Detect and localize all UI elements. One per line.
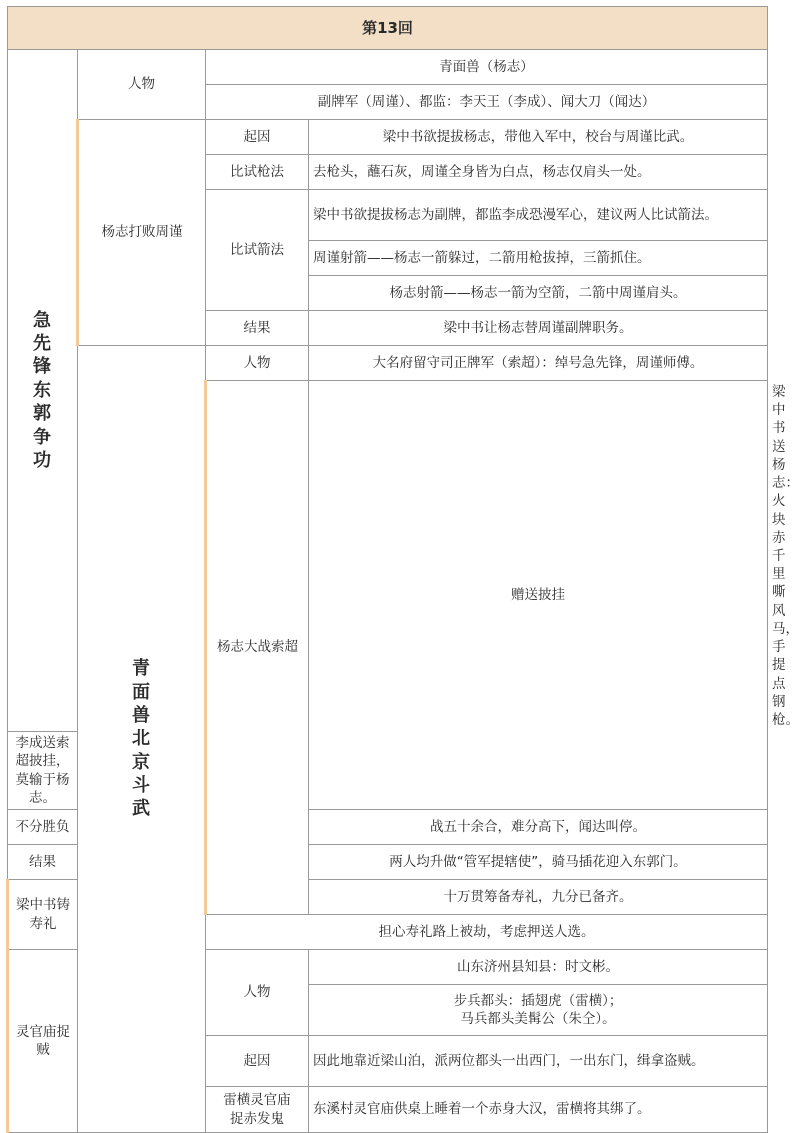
sub-label: 赠送披挂 [309, 381, 768, 810]
table-row [8, 120, 768, 155]
renwu-cell: 大名府留守司正牌军（索超）：绰号急先锋，周谨师傅。 [309, 346, 768, 381]
title-row [8, 7, 768, 50]
event-label: 杨志大战索超 [206, 381, 309, 915]
detail-cell: 山东济州县知县：时文彬。 [309, 950, 768, 985]
sub-label [206, 1087, 309, 1133]
detail-cell: 两人均升做“管军提辖使”，骑马插花迎入东郭门。 [309, 845, 768, 880]
sub-label-line: 捉赤发鬼 [230, 1110, 284, 1127]
table-row: 杨志大战索超 赠送披挂 梁中书送杨志：火块赤千里嘶风马，手提点钢枪。 [8, 381, 768, 732]
detail-cell: 去枪头，蘸石灰，周谨全身皆为白点，杨志仅肩头一处。 [309, 155, 768, 190]
detail-cell [309, 985, 768, 1036]
event-label: 杨志打败周谨 [78, 120, 206, 346]
outline-table [6, 6, 799, 1133]
detail-cell: 战五十余合，难分高下，闻达叫停。 [309, 810, 768, 845]
table-row [8, 50, 768, 85]
renwu-label: 人物 [78, 50, 206, 120]
table-row [8, 346, 768, 381]
detail-cell: 杨志射箭——杨志一箭为空箭，二箭中周谨肩头。 [309, 276, 768, 311]
sub-label: 比试枪法 [206, 155, 309, 190]
section-heading-2: 青 面 兽 北 京 斗 武 [78, 346, 206, 1133]
detail-cell: 周谨射箭——杨志一箭躲过，二箭用枪拔掉，三箭抓住。 [309, 241, 768, 276]
renwu-cell: 副牌军（周谨）、都监：李天王（李成）、闻大刀（闻达） [206, 85, 768, 120]
detail-cell: 梁中书欲提拔杨志，带他入军中，校台与周谨比武。 [309, 120, 768, 155]
sub-label-line: 雷横灵官庙 [223, 1092, 291, 1109]
detail-cell: 梁中书欲提拔杨志为副牌，都监李成恐漫军心，建议两人比试箭法。 [309, 190, 768, 241]
section-heading-1: 急 先 锋 东 郭 争 功 [8, 50, 78, 732]
detail-cell: 梁中书让杨志替周谨副牌职务。 [309, 311, 768, 346]
sub-label: 比试箭法 [206, 190, 309, 311]
detail-line: 步兵都头：插翅虎（雷横）； [453, 992, 623, 1009]
outline-table-container [6, 6, 799, 1127]
sub-label: 结果 [8, 845, 78, 880]
sub-label: 起因 [206, 1036, 309, 1087]
renwu-cell: 青面兽（杨志） [206, 50, 768, 85]
event-label: 梁中书铸寿礼 [8, 880, 78, 950]
detail-cell: 担心寿礼路上被劫，考虑押送人选。 [206, 915, 768, 950]
sub-label: 起因 [206, 120, 309, 155]
renwu-label: 人物 [206, 346, 309, 381]
sub-label: 人物 [206, 950, 309, 1036]
detail-cell: 因此地靠近梁山泊，派两位都头一出西门，一出东门，缉拿盗贼。 [309, 1036, 768, 1087]
detail-cell: 李成送索超披挂，莫输于杨志。 [8, 732, 78, 810]
detail-line: 马兵都头美髯公（朱仝）。 [460, 1011, 616, 1028]
detail-cell: 东溪村灵官庙供桌上睡着一个赤身大汉，雷横将其绑了。 [309, 1087, 768, 1133]
sub-label: 不分胜负 [8, 810, 78, 845]
sub-label: 结果 [206, 311, 309, 346]
event-label: 灵官庙捉贼 [8, 950, 78, 1133]
chapter-title: 第13回 [8, 7, 768, 50]
detail-cell: 十万贯筹备寿礼，九分已备齐。 [309, 880, 768, 915]
